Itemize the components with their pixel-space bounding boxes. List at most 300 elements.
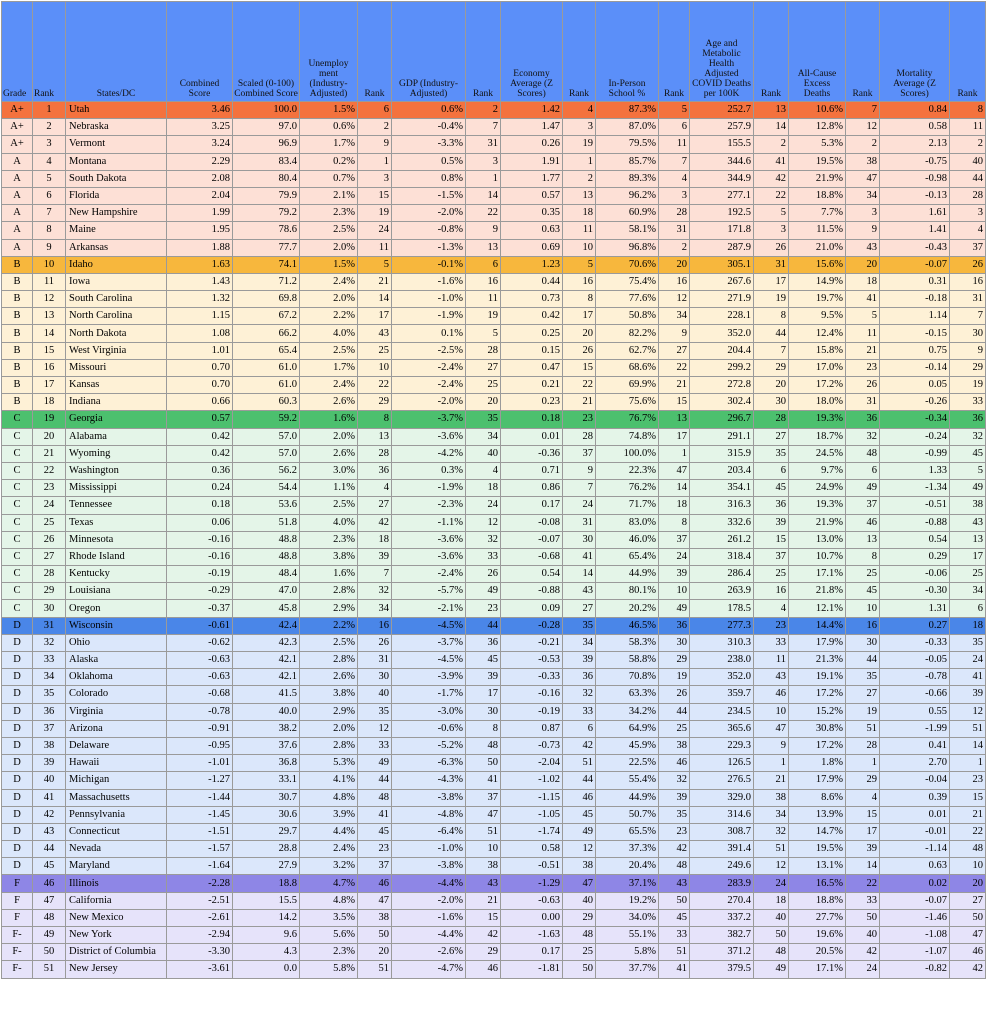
cell-gdp: -2.4% — [392, 359, 466, 376]
cell-unemployment-rank: 50 — [358, 927, 392, 944]
cell-economy-average: 0.23 — [501, 394, 563, 411]
cell-economy-average: 1.42 — [501, 102, 563, 119]
cell-gdp-rank: 17 — [466, 686, 501, 703]
cell-rank: 38 — [33, 737, 66, 754]
cell-gdp: -1.9% — [392, 480, 466, 497]
cell-covid-deaths: 302.4 — [690, 394, 754, 411]
cell-combined-score: 3.24 — [167, 136, 233, 153]
cell-covid-deaths: 308.7 — [690, 823, 754, 840]
cell-grade: F- — [2, 927, 33, 944]
cell-school-rank: 39 — [659, 789, 690, 806]
cell-unemployment: 2.4% — [300, 273, 358, 290]
cell-economy-rank: 17 — [563, 308, 596, 325]
cell-grade: C — [2, 548, 33, 565]
cell-in-person-school: 75.6% — [596, 394, 659, 411]
cell-combined-score: -1.51 — [167, 823, 233, 840]
table-row — [2, 239, 986, 256]
cell-state: Mississippi — [66, 480, 167, 497]
cell-combined-score: -0.16 — [167, 548, 233, 565]
cell-gdp-rank: 2 — [466, 102, 501, 119]
cell-covid-rank: 37 — [754, 548, 789, 565]
cell-school-rank: 25 — [659, 720, 690, 737]
cell-mortality-rank: 30 — [950, 325, 986, 342]
cell-state: Alabama — [66, 428, 167, 445]
cell-rank: 44 — [33, 841, 66, 858]
cell-unemployment: 4.0% — [300, 325, 358, 342]
cell-covid-rank: 44 — [754, 325, 789, 342]
cell-school-rank: 32 — [659, 772, 690, 789]
cell-mortality-average: -0.78 — [880, 669, 950, 686]
cell-mortality-average: -0.26 — [880, 394, 950, 411]
cell-excess-deaths: 16.5% — [789, 875, 846, 892]
cell-gdp-rank: 49 — [466, 583, 501, 600]
cell-covid-rank: 40 — [754, 909, 789, 926]
cell-mortality-average: 1.14 — [880, 308, 950, 325]
cell-mortality-rank: 47 — [950, 927, 986, 944]
cell-excess-rank: 51 — [846, 720, 880, 737]
cell-unemployment: 1.5% — [300, 102, 358, 119]
cell-rank: 23 — [33, 480, 66, 497]
cell-unemployment-rank: 11 — [358, 239, 392, 256]
cell-in-person-school: 58.1% — [596, 222, 659, 239]
cell-state: Oregon — [66, 600, 167, 617]
cell-unemployment-rank: 15 — [358, 187, 392, 204]
table-row — [2, 961, 986, 978]
table-row — [2, 823, 986, 840]
cell-gdp-rank: 18 — [466, 480, 501, 497]
cell-unemployment: 2.0% — [300, 428, 358, 445]
cell-excess-rank: 46 — [846, 514, 880, 531]
cell-grade: F — [2, 909, 33, 926]
cell-state: Ohio — [66, 634, 167, 651]
cell-mortality-average: -0.07 — [880, 892, 950, 909]
cell-state: Rhode Island — [66, 548, 167, 565]
table-row — [2, 720, 986, 737]
cell-excess-rank: 16 — [846, 617, 880, 634]
cell-scaled-score: 18.8 — [233, 875, 300, 892]
cell-economy-rank: 46 — [563, 789, 596, 806]
cell-economy-average: -0.88 — [501, 583, 563, 600]
cell-covid-rank: 12 — [754, 858, 789, 875]
cell-school-rank: 2 — [659, 239, 690, 256]
table-row — [2, 497, 986, 514]
cell-mortality-average: -1.46 — [880, 909, 950, 926]
cell-gdp: -3.6% — [392, 548, 466, 565]
cell-unemployment-rank: 6 — [358, 102, 392, 119]
cell-economy-rank: 31 — [563, 514, 596, 531]
cell-gdp-rank: 21 — [466, 892, 501, 909]
cell-scaled-score: 38.2 — [233, 720, 300, 737]
cell-covid-deaths: 252.7 — [690, 102, 754, 119]
cell-grade: A — [2, 205, 33, 222]
cell-covid-deaths: 171.8 — [690, 222, 754, 239]
cell-school-rank: 30 — [659, 634, 690, 651]
cell-gdp: -4.4% — [392, 875, 466, 892]
cell-excess-rank: 14 — [846, 858, 880, 875]
table-row — [2, 256, 986, 273]
cell-unemployment-rank: 3 — [358, 170, 392, 187]
cell-state: Michigan — [66, 772, 167, 789]
cell-state: Minnesota — [66, 531, 167, 548]
cell-rank: 7 — [33, 205, 66, 222]
cell-covid-deaths: 371.2 — [690, 944, 754, 961]
cell-mortality-average: -0.82 — [880, 961, 950, 978]
cell-covid-rank: 8 — [754, 308, 789, 325]
cell-economy-average: -1.15 — [501, 789, 563, 806]
cell-excess-deaths: 17.2% — [789, 686, 846, 703]
cell-gdp-rank: 39 — [466, 669, 501, 686]
cell-in-person-school: 22.5% — [596, 755, 659, 772]
cell-rank: 48 — [33, 909, 66, 926]
cell-unemployment: 2.9% — [300, 703, 358, 720]
cell-covid-rank: 3 — [754, 222, 789, 239]
cell-grade: F- — [2, 961, 33, 978]
cell-covid-deaths: 126.5 — [690, 755, 754, 772]
cell-scaled-score: 48.4 — [233, 566, 300, 583]
cell-excess-deaths: 14.9% — [789, 273, 846, 290]
cell-gdp-rank: 19 — [466, 308, 501, 325]
cell-in-person-school: 76.7% — [596, 411, 659, 428]
cell-unemployment: 3.2% — [300, 858, 358, 875]
cell-gdp-rank: 28 — [466, 342, 501, 359]
cell-school-rank: 44 — [659, 703, 690, 720]
cell-grade: C — [2, 497, 33, 514]
cell-covid-deaths: 228.1 — [690, 308, 754, 325]
cell-excess-deaths: 18.8% — [789, 187, 846, 204]
cell-scaled-score: 61.0 — [233, 377, 300, 394]
cell-economy-rank: 36 — [563, 669, 596, 686]
cell-mortality-average: -0.13 — [880, 187, 950, 204]
cell-grade: D — [2, 841, 33, 858]
header-economy-rank: Rank — [563, 2, 596, 102]
cell-economy-rank: 49 — [563, 823, 596, 840]
cell-state: Colorado — [66, 686, 167, 703]
cell-covid-deaths: 155.5 — [690, 136, 754, 153]
cell-unemployment: 1.7% — [300, 136, 358, 153]
cell-combined-score: -0.63 — [167, 669, 233, 686]
cell-gdp-rank: 40 — [466, 445, 501, 462]
cell-mortality-average: 0.84 — [880, 102, 950, 119]
cell-rank: 10 — [33, 256, 66, 273]
cell-rank: 9 — [33, 239, 66, 256]
cell-scaled-score: 71.2 — [233, 273, 300, 290]
cell-combined-score: 1.08 — [167, 325, 233, 342]
cell-excess-deaths: 14.7% — [789, 823, 846, 840]
cell-economy-average: -0.73 — [501, 737, 563, 754]
cell-gdp: -3.6% — [392, 428, 466, 445]
cell-scaled-score: 53.6 — [233, 497, 300, 514]
cell-school-rank: 17 — [659, 428, 690, 445]
cell-school-rank: 20 — [659, 256, 690, 273]
cell-school-rank: 19 — [659, 669, 690, 686]
cell-mortality-rank: 40 — [950, 153, 986, 170]
cell-grade: D — [2, 703, 33, 720]
cell-grade: B — [2, 308, 33, 325]
cell-excess-deaths: 17.2% — [789, 737, 846, 754]
cell-mortality-rank: 18 — [950, 617, 986, 634]
cell-gdp-rank: 1 — [466, 170, 501, 187]
cell-unemployment-rank: 21 — [358, 273, 392, 290]
cell-in-person-school: 83.0% — [596, 514, 659, 531]
cell-economy-rank: 16 — [563, 273, 596, 290]
cell-economy-average: -1.29 — [501, 875, 563, 892]
cell-covid-rank: 13 — [754, 102, 789, 119]
cell-excess-deaths: 17.9% — [789, 634, 846, 651]
cell-gdp-rank: 22 — [466, 205, 501, 222]
cell-unemployment: 2.2% — [300, 308, 358, 325]
cell-rank: 25 — [33, 514, 66, 531]
cell-mortality-average: -0.66 — [880, 686, 950, 703]
cell-school-rank: 22 — [659, 359, 690, 376]
cell-excess-deaths: 20.5% — [789, 944, 846, 961]
cell-rank: 12 — [33, 291, 66, 308]
cell-rank: 18 — [33, 394, 66, 411]
cell-economy-rank: 26 — [563, 342, 596, 359]
cell-mortality-rank: 13 — [950, 531, 986, 548]
cell-in-person-school: 46.0% — [596, 531, 659, 548]
cell-economy-average: -2.04 — [501, 755, 563, 772]
cell-school-rank: 9 — [659, 325, 690, 342]
cell-excess-rank: 5 — [846, 308, 880, 325]
cell-unemployment-rank: 30 — [358, 669, 392, 686]
header-excess-deaths: All-Cause Excess Deaths — [789, 2, 846, 102]
cell-gdp-rank: 23 — [466, 600, 501, 617]
cell-grade: F- — [2, 944, 33, 961]
cell-mortality-rank: 35 — [950, 634, 986, 651]
cell-gdp-rank: 15 — [466, 909, 501, 926]
cell-unemployment-rank: 29 — [358, 394, 392, 411]
cell-excess-rank: 19 — [846, 703, 880, 720]
cell-economy-average: 0.87 — [501, 720, 563, 737]
cell-covid-deaths: 261.2 — [690, 531, 754, 548]
cell-covid-rank: 4 — [754, 600, 789, 617]
cell-grade: B — [2, 359, 33, 376]
cell-gdp: -4.4% — [392, 927, 466, 944]
table-row — [2, 892, 986, 909]
cell-mortality-average: -0.05 — [880, 652, 950, 669]
cell-rank: 14 — [33, 325, 66, 342]
cell-mortality-average: 0.41 — [880, 737, 950, 754]
cell-scaled-score: 15.5 — [233, 892, 300, 909]
cell-grade: A — [2, 170, 33, 187]
cell-excess-deaths: 8.6% — [789, 789, 846, 806]
cell-state: Nebraska — [66, 119, 167, 136]
table-row — [2, 531, 986, 548]
cell-covid-rank: 21 — [754, 772, 789, 789]
cell-combined-score: -1.45 — [167, 806, 233, 823]
cell-combined-score: -1.57 — [167, 841, 233, 858]
cell-mortality-rank: 2 — [950, 136, 986, 153]
cell-combined-score: -2.94 — [167, 927, 233, 944]
table-row — [2, 170, 986, 187]
cell-excess-rank: 3 — [846, 205, 880, 222]
cell-excess-rank: 32 — [846, 428, 880, 445]
table-row — [2, 841, 986, 858]
cell-gdp-rank: 35 — [466, 411, 501, 428]
cell-state: North Carolina — [66, 308, 167, 325]
cell-covid-deaths: 315.9 — [690, 445, 754, 462]
cell-in-person-school: 79.5% — [596, 136, 659, 153]
cell-mortality-rank: 43 — [950, 514, 986, 531]
cell-mortality-rank: 36 — [950, 411, 986, 428]
cell-mortality-average: -1.99 — [880, 720, 950, 737]
header-state: States/DC — [66, 2, 167, 102]
cell-combined-score: 0.70 — [167, 377, 233, 394]
cell-gdp-rank: 29 — [466, 944, 501, 961]
cell-rank: 15 — [33, 342, 66, 359]
cell-state: Maine — [66, 222, 167, 239]
cell-excess-deaths: 9.7% — [789, 462, 846, 479]
cell-covid-deaths: 234.5 — [690, 703, 754, 720]
cell-unemployment-rank: 25 — [358, 342, 392, 359]
cell-economy-rank: 50 — [563, 961, 596, 978]
cell-in-person-school: 20.4% — [596, 858, 659, 875]
cell-rank: 24 — [33, 497, 66, 514]
cell-gdp: -1.0% — [392, 291, 466, 308]
cell-unemployment-rank: 1 — [358, 153, 392, 170]
cell-unemployment-rank: 10 — [358, 359, 392, 376]
cell-combined-score: 1.88 — [167, 239, 233, 256]
cell-excess-deaths: 18.7% — [789, 428, 846, 445]
cell-economy-average: -1.05 — [501, 806, 563, 823]
cell-gdp-rank: 36 — [466, 634, 501, 651]
header-in-person-school: In-Person School % — [596, 2, 659, 102]
cell-mortality-average: -0.99 — [880, 445, 950, 462]
cell-gdp: -2.6% — [392, 944, 466, 961]
cell-economy-rank: 43 — [563, 583, 596, 600]
cell-gdp: -4.5% — [392, 617, 466, 634]
cell-gdp-rank: 11 — [466, 291, 501, 308]
cell-mortality-rank: 37 — [950, 239, 986, 256]
cell-unemployment-rank: 23 — [358, 841, 392, 858]
cell-school-rank: 10 — [659, 583, 690, 600]
cell-gdp-rank: 8 — [466, 720, 501, 737]
cell-school-rank: 12 — [659, 291, 690, 308]
cell-covid-deaths: 257.9 — [690, 119, 754, 136]
cell-mortality-average: 1.33 — [880, 462, 950, 479]
cell-excess-rank: 35 — [846, 669, 880, 686]
cell-unemployment-rank: 42 — [358, 514, 392, 531]
cell-state: Hawaii — [66, 755, 167, 772]
cell-excess-deaths: 21.3% — [789, 652, 846, 669]
cell-gdp-rank: 3 — [466, 153, 501, 170]
cell-in-person-school: 85.7% — [596, 153, 659, 170]
cell-gdp-rank: 48 — [466, 737, 501, 754]
cell-school-rank: 6 — [659, 119, 690, 136]
cell-in-person-school: 82.2% — [596, 325, 659, 342]
cell-school-rank: 29 — [659, 652, 690, 669]
table-row — [2, 858, 986, 875]
cell-in-person-school: 70.8% — [596, 669, 659, 686]
cell-unemployment: 1.1% — [300, 480, 358, 497]
cell-in-person-school: 100.0% — [596, 445, 659, 462]
cell-gdp: -1.0% — [392, 841, 466, 858]
cell-gdp: -1.7% — [392, 686, 466, 703]
cell-excess-deaths: 17.1% — [789, 961, 846, 978]
cell-unemployment-rank: 5 — [358, 256, 392, 273]
cell-excess-rank: 23 — [846, 359, 880, 376]
cell-scaled-score: 30.6 — [233, 806, 300, 823]
cell-economy-average: -0.63 — [501, 892, 563, 909]
table-row — [2, 394, 986, 411]
cell-in-person-school: 55.4% — [596, 772, 659, 789]
cell-excess-deaths: 21.9% — [789, 514, 846, 531]
cell-school-rank: 23 — [659, 823, 690, 840]
cell-excess-rank: 6 — [846, 462, 880, 479]
cell-excess-rank: 2 — [846, 136, 880, 153]
cell-combined-score: -1.64 — [167, 858, 233, 875]
cell-in-person-school: 80.1% — [596, 583, 659, 600]
cell-combined-score: 0.66 — [167, 394, 233, 411]
cell-unemployment: 2.5% — [300, 342, 358, 359]
cell-in-person-school: 87.0% — [596, 119, 659, 136]
cell-excess-rank: 20 — [846, 256, 880, 273]
table-row — [2, 153, 986, 170]
cell-gdp-rank: 12 — [466, 514, 501, 531]
cell-combined-score: 0.42 — [167, 445, 233, 462]
cell-state: Washington — [66, 462, 167, 479]
cell-scaled-score: 4.3 — [233, 944, 300, 961]
cell-mortality-average: 0.05 — [880, 377, 950, 394]
table-row — [2, 136, 986, 153]
cell-rank: 13 — [33, 308, 66, 325]
cell-gdp: -0.8% — [392, 222, 466, 239]
cell-school-rank: 7 — [659, 153, 690, 170]
cell-grade: D — [2, 823, 33, 840]
table-row — [2, 222, 986, 239]
cell-unemployment-rank: 2 — [358, 119, 392, 136]
cell-grade: C — [2, 531, 33, 548]
cell-rank: 32 — [33, 634, 66, 651]
cell-covid-deaths: 192.5 — [690, 205, 754, 222]
cell-state: New Hampshire — [66, 205, 167, 222]
cell-covid-rank: 39 — [754, 514, 789, 531]
cell-combined-score: -0.63 — [167, 652, 233, 669]
cell-mortality-average: -0.04 — [880, 772, 950, 789]
cell-gdp: -4.2% — [392, 445, 466, 462]
cell-covid-rank: 24 — [754, 875, 789, 892]
cell-excess-rank: 31 — [846, 394, 880, 411]
cell-rank: 28 — [33, 566, 66, 583]
cell-rank: 16 — [33, 359, 66, 376]
cell-mortality-rank: 31 — [950, 291, 986, 308]
cell-excess-deaths: 15.6% — [789, 256, 846, 273]
cell-economy-average: 1.77 — [501, 170, 563, 187]
cell-mortality-average: 0.58 — [880, 119, 950, 136]
cell-rank: 27 — [33, 548, 66, 565]
cell-gdp: -2.3% — [392, 497, 466, 514]
cell-excess-rank: 49 — [846, 480, 880, 497]
cell-school-rank: 37 — [659, 531, 690, 548]
cell-unemployment-rank: 31 — [358, 652, 392, 669]
cell-covid-rank: 5 — [754, 205, 789, 222]
cell-covid-deaths: 310.3 — [690, 634, 754, 651]
cell-school-rank: 8 — [659, 514, 690, 531]
cell-grade: D — [2, 772, 33, 789]
cell-excess-rank: 37 — [846, 497, 880, 514]
table-row — [2, 308, 986, 325]
cell-mortality-rank: 44 — [950, 170, 986, 187]
cell-rank: 11 — [33, 273, 66, 290]
cell-grade: A+ — [2, 102, 33, 119]
cell-mortality-average: 0.54 — [880, 531, 950, 548]
cell-economy-rank: 38 — [563, 858, 596, 875]
cell-grade: B — [2, 291, 33, 308]
cell-unemployment: 2.5% — [300, 497, 358, 514]
cell-economy-rank: 47 — [563, 875, 596, 892]
cell-mortality-rank: 21 — [950, 806, 986, 823]
cell-combined-score: 3.46 — [167, 102, 233, 119]
